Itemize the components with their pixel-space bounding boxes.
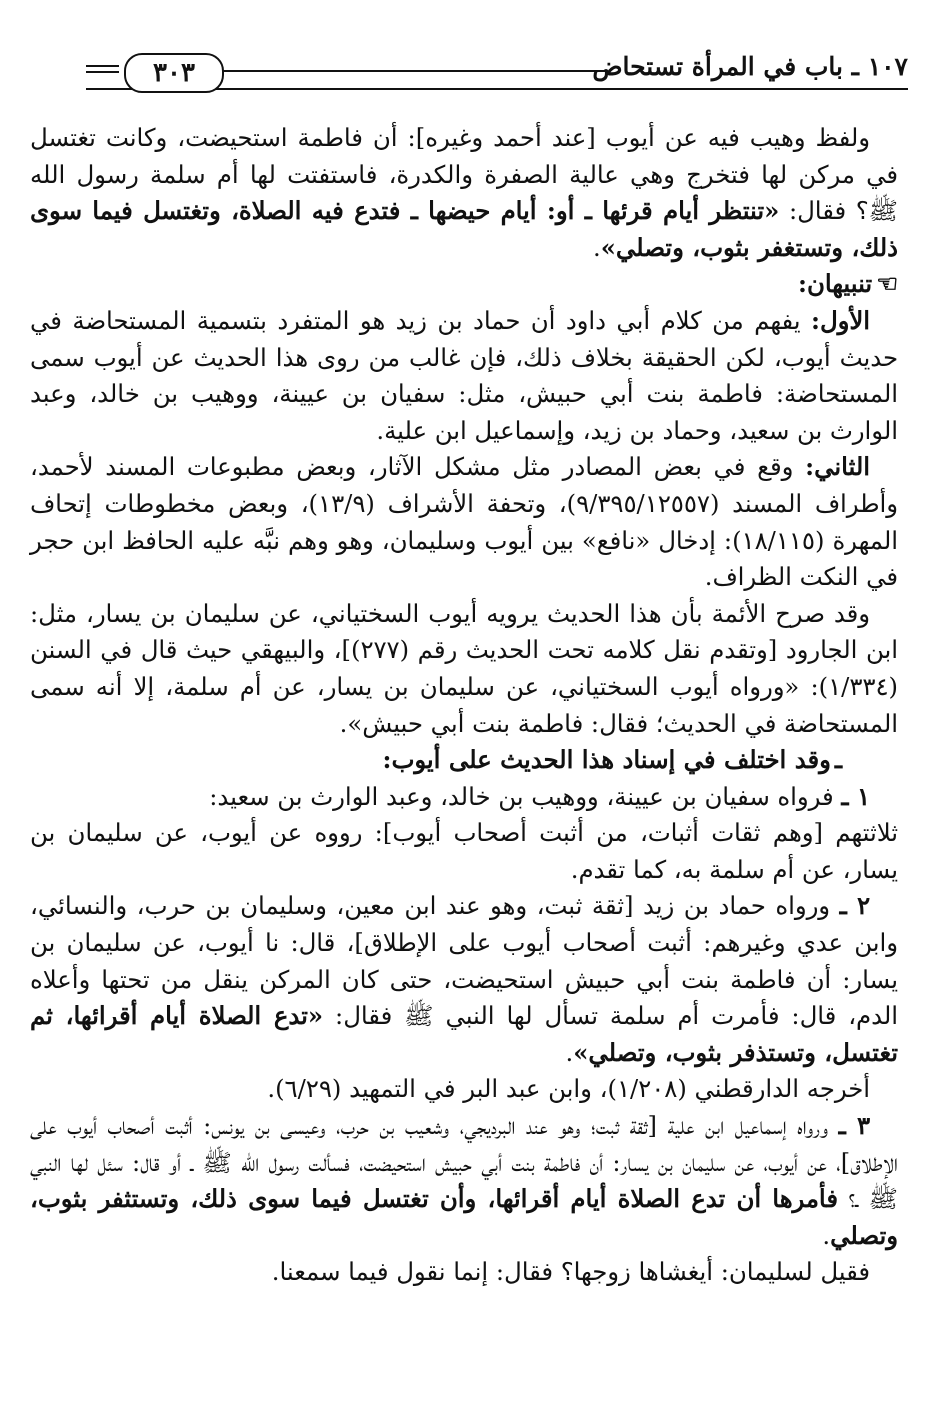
paragraph: وقد صرح الأئمة بأن هذا الحديث يرويه أيوب السختياني، عن سليمان بن يسار، مثل: ابن الجارود [وتقدم نقل كلامه تحت الحديث رقم (٢٧٧)]، والبيهقي حيث قال في السنن (١/٣٣٤): «ورواه أيوب السختياني، عن سليمان بن يسار، عن أم سلمة، إلا أنه سمى المستحاضة في الحديث؛ فقال: فاطمة بنت أبي حبيش».	[30, 598, 898, 738]
text-run: وقع في بعض المصادر مثل مشكل الآثار، وبعض مطبوعات المسند لأحمد، وأطراف المسند (٩/٣٩٥/١٢٥٥٧)، وتحفة الأشراف (١٣/٩)، وبعض مخطوطات إتحاف المهرة (١٨/١١٥): إدخال «نافع» بين أيوب وسليمان، وهو وهم نبَّه عليه الحافظ ابن حجر في النكت الظراف.	[30, 452, 898, 592]
pointing-hand-icon: ☜	[876, 269, 898, 299]
text-run: ورواه حماد بن زيد [ثقة ثبت، وهو عند ابن معين، وسليمان بن حرب، والنسائي، وابن عدي وغيرهم: أثبت أصحاب أيوب على الإطلاق]، قال: نا أيوب، عن سليمان بن يسار: أن فاطمة بنت أبي حبيش استحيضت، حتى كان المركن ينقل من تحتها وأعلاه الدم، قال: فأمرت أم سلمة تسأل لها النبي ﷺ فقال:	[30, 891, 899, 1031]
section-heading-text: وقد اختلف في إسناد هذا الحديث على أيوب:	[382, 745, 831, 775]
paragraph: ثلاثتهم [وهم ثقات أثبات، من أثبت أصحاب أيوب]: رووه عن أيوب، عن سليمان بن يسار، عن أم سلمة به، كما تقدم.	[30, 818, 898, 884]
chapter-title: ١٠٧ ـ باب في المرأة تستحاض	[592, 52, 908, 81]
text-run: يفهم من كلام أبي داود أن حماد بن زيد هو المتفرد بتسمية المستحاضة في حديث أيوب، لكن الحقيقة بخلاف ذلك، فإن غالب من روى هذا الحديث عن أيوب سمى المستحاضة: فاطمة بنت أبي حبيش، مثل: سفيان بن عيينة، ووهيب بن خالد، وعبد الوارث بن سعيد، وحماد بن زيد، وإسماعيل ابن علية.	[30, 305, 898, 445]
paragraph: فقيل لسليمان: أيغشاها زوجها؟ فقال: إنما نقول فيما سمعنا.	[271, 1257, 870, 1287]
header-ornament-line	[223, 70, 608, 72]
text-run: .	[822, 1220, 831, 1250]
paragraph	[30, 449, 898, 595]
list-item	[30, 888, 898, 1071]
paragraph	[30, 303, 898, 449]
header-ornament-line	[86, 71, 119, 73]
text-run: ورواه إسماعيل ابن علية [ثقة ثبت؛ وهو عند البرديجي، وشعيب بن حرب، وعيسى بن يونس: أثبت أصحاب أيوب على الإطلاق]، عن أيوب، عن سليمان بن يسار: أن فاطمة بنت أبي حبيش استحيضت، فسألت رسول الله ﷺ ـ أو قال: سئل لها النبي ﷺ ـ؟	[30, 1111, 898, 1214]
item-number: ٣ ـ	[838, 1111, 870, 1141]
page-body	[30, 120, 898, 1291]
text-run: .	[593, 232, 601, 262]
circle-bullet-icon: ـ	[834, 745, 842, 775]
reference-line: أخرجه الدارقطني (١/٢٠٨)، وابن عبد البر في التمهيد (٦/٢٩).	[267, 1074, 870, 1104]
note-label: الثاني:	[805, 452, 870, 482]
list-item	[30, 779, 898, 816]
note-label: الأول:	[811, 305, 870, 335]
hadith-quote: «تدع الصلاة أيام أقرائها، ثم تغتسل، وتستذفر بثوب، وتصلي»	[30, 1001, 898, 1067]
text-run: فرواه سفيان بن عيينة، ووهيب بن خالد، وعبد الوارث بن سعيد:	[209, 781, 842, 811]
paragraph	[30, 120, 898, 266]
notes-heading	[30, 266, 898, 303]
item-number: ٢ ـ	[839, 891, 871, 921]
text-run: .	[565, 1037, 574, 1067]
page-number: ٣٠٣	[124, 53, 224, 93]
header-ornament-line	[86, 65, 119, 67]
section-heading	[30, 742, 898, 779]
hadith-quote: فأمرها أن تدع الصلاة أيام أقرائها، وأن تغتسل فيما سوى ذلك، وتستثفر بثوب، وتصلي	[30, 1184, 898, 1250]
text-run: ولفظ وهيب فيه عن أيوب [عند أحمد وغيره]: أن فاطمة استحيضت، وكانت تغتسل في مركن لها فتخرج وهي عالية الصفرة والكدرة، فاستفتت لها أم سلمة رسول الله ﷺ؟ فقال:	[30, 123, 898, 226]
list-item	[30, 1108, 898, 1254]
item-number: ١ ـ	[841, 781, 870, 811]
page-header	[86, 40, 908, 106]
hadith-quote: «تنتظر أيام قرئها ـ أو: أيام حيضها ـ فتدع فيه الصلاة، وتغتسل فيما سوى ذلك، وتستغفر بثوب، وتصلي»	[30, 196, 898, 262]
notes-heading-text: تنبيهان:	[798, 269, 873, 299]
